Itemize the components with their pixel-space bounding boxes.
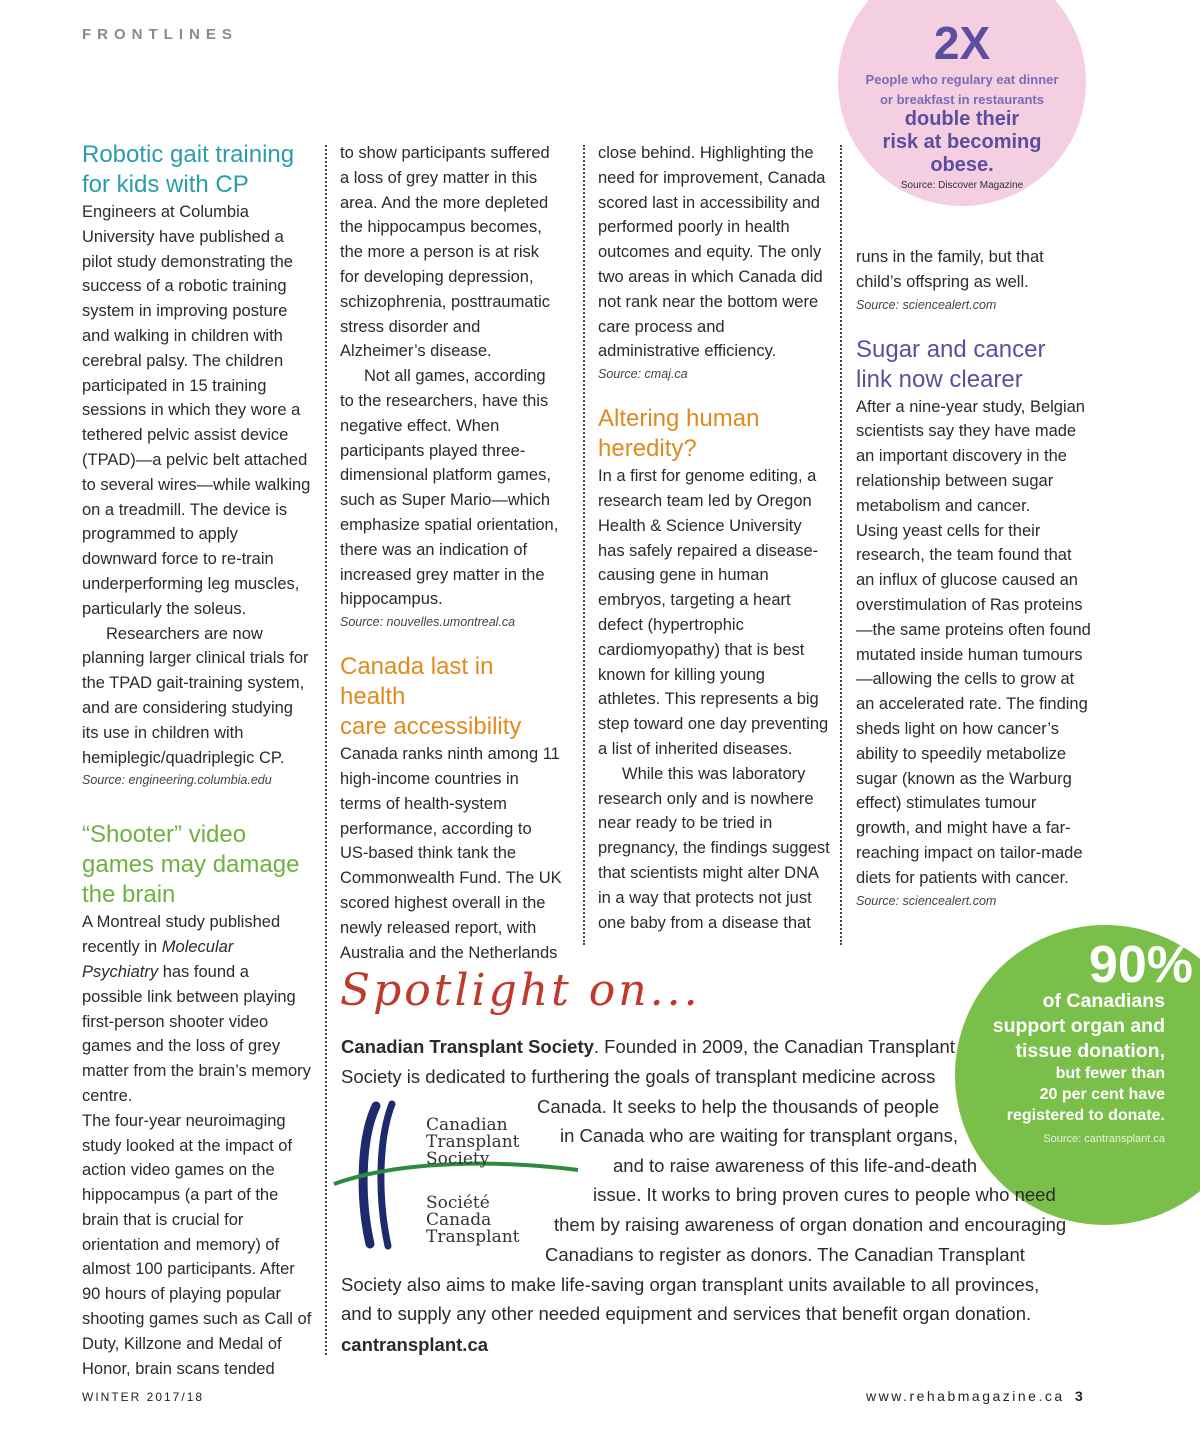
stat-line: double their <box>904 108 1020 130</box>
stat-circle-restaurants <box>838 0 1086 206</box>
stat-line: support organ and <box>992 1015 1165 1037</box>
column-divider <box>840 145 842 945</box>
logo-text: Société <box>426 1193 490 1213</box>
stat-big-number: 90% <box>1088 936 1193 994</box>
article-paragraph: While this was laboratory research only and is nowhere near ready to be tried in pregnancy, the findings suggest that scientists might alter DNA in a way that protects not just one baby from a disease that <box>598 764 830 932</box>
article-paragraph: After a nine-year study, Belgian scientists say they have made an important discovery in the relationship between sugar metabolism and cancer. <box>856 397 1085 515</box>
section-label: FRONTLINES <box>82 26 238 43</box>
logo-text: Transplant <box>426 1132 520 1152</box>
column-divider <box>583 145 585 945</box>
stat-source: Source: cantransplant.ca <box>1043 1133 1165 1145</box>
column-2 <box>340 141 562 965</box>
article-paragraph: to show participants suffered a loss of grey matter in this area. And the more depleted the hippocampus becomes, the more a person is at risk for developing depression, schizophrenia, posttraumatic stress disorder and Alzheimer’s disease. <box>340 144 551 361</box>
stat-emphasis <box>868 108 1056 177</box>
stat-line: obese. <box>930 154 994 176</box>
article-paragraph: Not all games, according to the researchers, have this negative effect. When participants played three-dimensional platform games, such as Super Mario—which emphasize spatial orientation, there was an indication of increased grey matter in the hippocampus. <box>340 367 559 609</box>
article-paragraph: Using yeast cells for their research, the team found that an influx of glucose caused an overstimulation of Ras proteins—the same proteins often found mutated inside human tumours—allowing the cells to grow at an accelerated rate. The finding sheds light on how cancer’s ability to speedily metabolize sugar (known as the Warburg effect) stimulates tumour growth, and might have a far-reaching impact on tailor-made diets for patients with cancer. <box>856 521 1091 887</box>
stat-line: registered to donate. <box>1006 1107 1165 1124</box>
stat-source: Source: Discover Magazine <box>900 180 1024 191</box>
column-4 <box>856 245 1092 911</box>
logo-text: Transplant <box>426 1227 520 1247</box>
spotlight-line: Society is dedicated to furthering the goals of transplant medicine across <box>341 1066 936 1087</box>
spotlight-link[interactable]: cantransplant.ca <box>341 1334 489 1355</box>
column-divider <box>325 145 327 1355</box>
article-heading: Altering human heredity? <box>598 405 760 463</box>
spotlight-line: and to supply any other needed equipment and services that benefit organ donation. <box>341 1303 1032 1324</box>
logo-text: Society <box>426 1149 490 1169</box>
stat-emphasis <box>975 1063 1165 1126</box>
article-paragraph: The four-year neuroimaging study looked at the impact of action video games on the hippocampus (a part of the brain that is crucial for orientation and memory) of almost 100 participants. After 90 hours of playing popular shooting games such as Call of Duty, Killzone and Medal of Honor, brain scans tended <box>82 1111 312 1378</box>
spotlight-line: Canadians to register as donors. The Canadian Transplant <box>545 1244 1025 1265</box>
article-paragraph: A Montreal study published recently in Molecular Psychiatry has found a possible link between playing first-person shooter video games and the loss of grey matter from the brain’s memory centre. <box>82 913 311 1105</box>
article-paragraph: close behind. Highlighting the need for improvement, Canada scored last in accessibility and performed poorly in health outcomes and equity. The only two areas in which Canada did not rank near the bottom were care process and administrative efficiency. <box>598 144 826 361</box>
stat-line: of Canadians <box>1042 990 1165 1012</box>
article-paragraph: Canada ranks ninth among 11 high-income countries in terms of health-system performance, according to US-based think tank the Commonwealth Fund. The UK scored highest overall in the newly released report, with Australia and the Netherlands <box>340 745 562 962</box>
stat-big-number: 2X <box>933 17 991 69</box>
stat-description <box>975 989 1165 1064</box>
spotlight-line: and to raise awareness of this life-and-death <box>613 1155 978 1176</box>
stat-line: tissue donation, <box>1015 1040 1165 1062</box>
article-heading: Sugar and cancer link now clearer <box>856 335 1046 393</box>
issue-label: WINTER 2017/18 <box>82 1390 205 1404</box>
spotlight-line: Canadian Transplant Society. Founded in 2009, the Canadian Transplant <box>341 1036 955 1057</box>
column-3 <box>598 141 830 935</box>
logo-text: Canada <box>426 1210 492 1230</box>
article-source: Source: engineering.columbia.edu <box>82 773 272 788</box>
stat-line: 20 per cent have <box>1039 1086 1165 1103</box>
stat-description <box>852 70 1072 110</box>
page-number: 3 <box>1075 1388 1086 1404</box>
footer-right <box>866 1388 1085 1404</box>
spotlight-title: Spotlight on... <box>340 965 701 1016</box>
article-heading: “Shooter” video games may damage the brain <box>82 821 300 909</box>
article-paragraph: Researchers are now planning larger clinical trials for the TPAD gait-training system, and are considering studying its use in children with hemiplegic/quadriplegic CP. <box>82 624 309 767</box>
stat-line: risk at becoming <box>882 131 1042 153</box>
spotlight-line: issue. It works to bring proven cures to people who need <box>593 1184 1056 1205</box>
logo-text: Canadian <box>426 1115 508 1135</box>
article-paragraph: In a first for genome editing, a research team led by Oregon Health & Science University has safely repaired a disease-causing gene in human embryos, targeting a heart defect (hypertrophic cardiomyopathy) that is best known for killing young athletes. This represents a big step toward one day preventing a list of inherited diseases. <box>598 467 829 758</box>
spotlight-line: Society also aims to make life-saving organ transplant units available to all provinces, <box>341 1274 1040 1295</box>
article-source: Source: sciencealert.com <box>856 893 997 908</box>
website-link[interactable]: www.rehabmagazine.ca <box>866 1388 1065 1404</box>
article-heading: Canada last in health care accessibility <box>340 653 522 741</box>
stat-line: but fewer than <box>1055 1065 1165 1082</box>
article-source: Source: cmaj.ca <box>598 367 688 382</box>
article-source: Source: nouvelles.umontreal.ca <box>340 615 516 630</box>
article-paragraph: runs in the family, but that child’s offspring as well. <box>856 248 1044 291</box>
spotlight-line: Canada. It seeks to help the thousands of people <box>537 1096 940 1117</box>
stat-line: or breakfast in restaurants <box>879 92 1044 107</box>
spotlight-line: in Canada who are waiting for transplant organs, <box>560 1125 958 1146</box>
article-heading: Robotic gait training for kids with CP <box>82 141 295 198</box>
canadian-transplant-society-logo <box>330 1100 582 1250</box>
article-paragraph: Engineers at Columbia University have published a pilot study demonstrating the success of a robotic training system in improving posture and walking in children with cerebral palsy. The children participated in 15 training sessions in which they wore a tethered pelvic assist device (TPAD)—a pelvic belt attached to several wires—while walking on a treadmill. The device is programmed to apply downward force to re-train underperforming leg muscles, particularly the soleus. <box>82 203 311 618</box>
stat-line: People who regulary eat dinner <box>865 72 1059 87</box>
article-source: Source: sciencealert.com <box>856 297 997 312</box>
spotlight-line: them by raising awareness of organ donation and encouraging <box>554 1214 1067 1235</box>
column-1 <box>82 140 312 1381</box>
